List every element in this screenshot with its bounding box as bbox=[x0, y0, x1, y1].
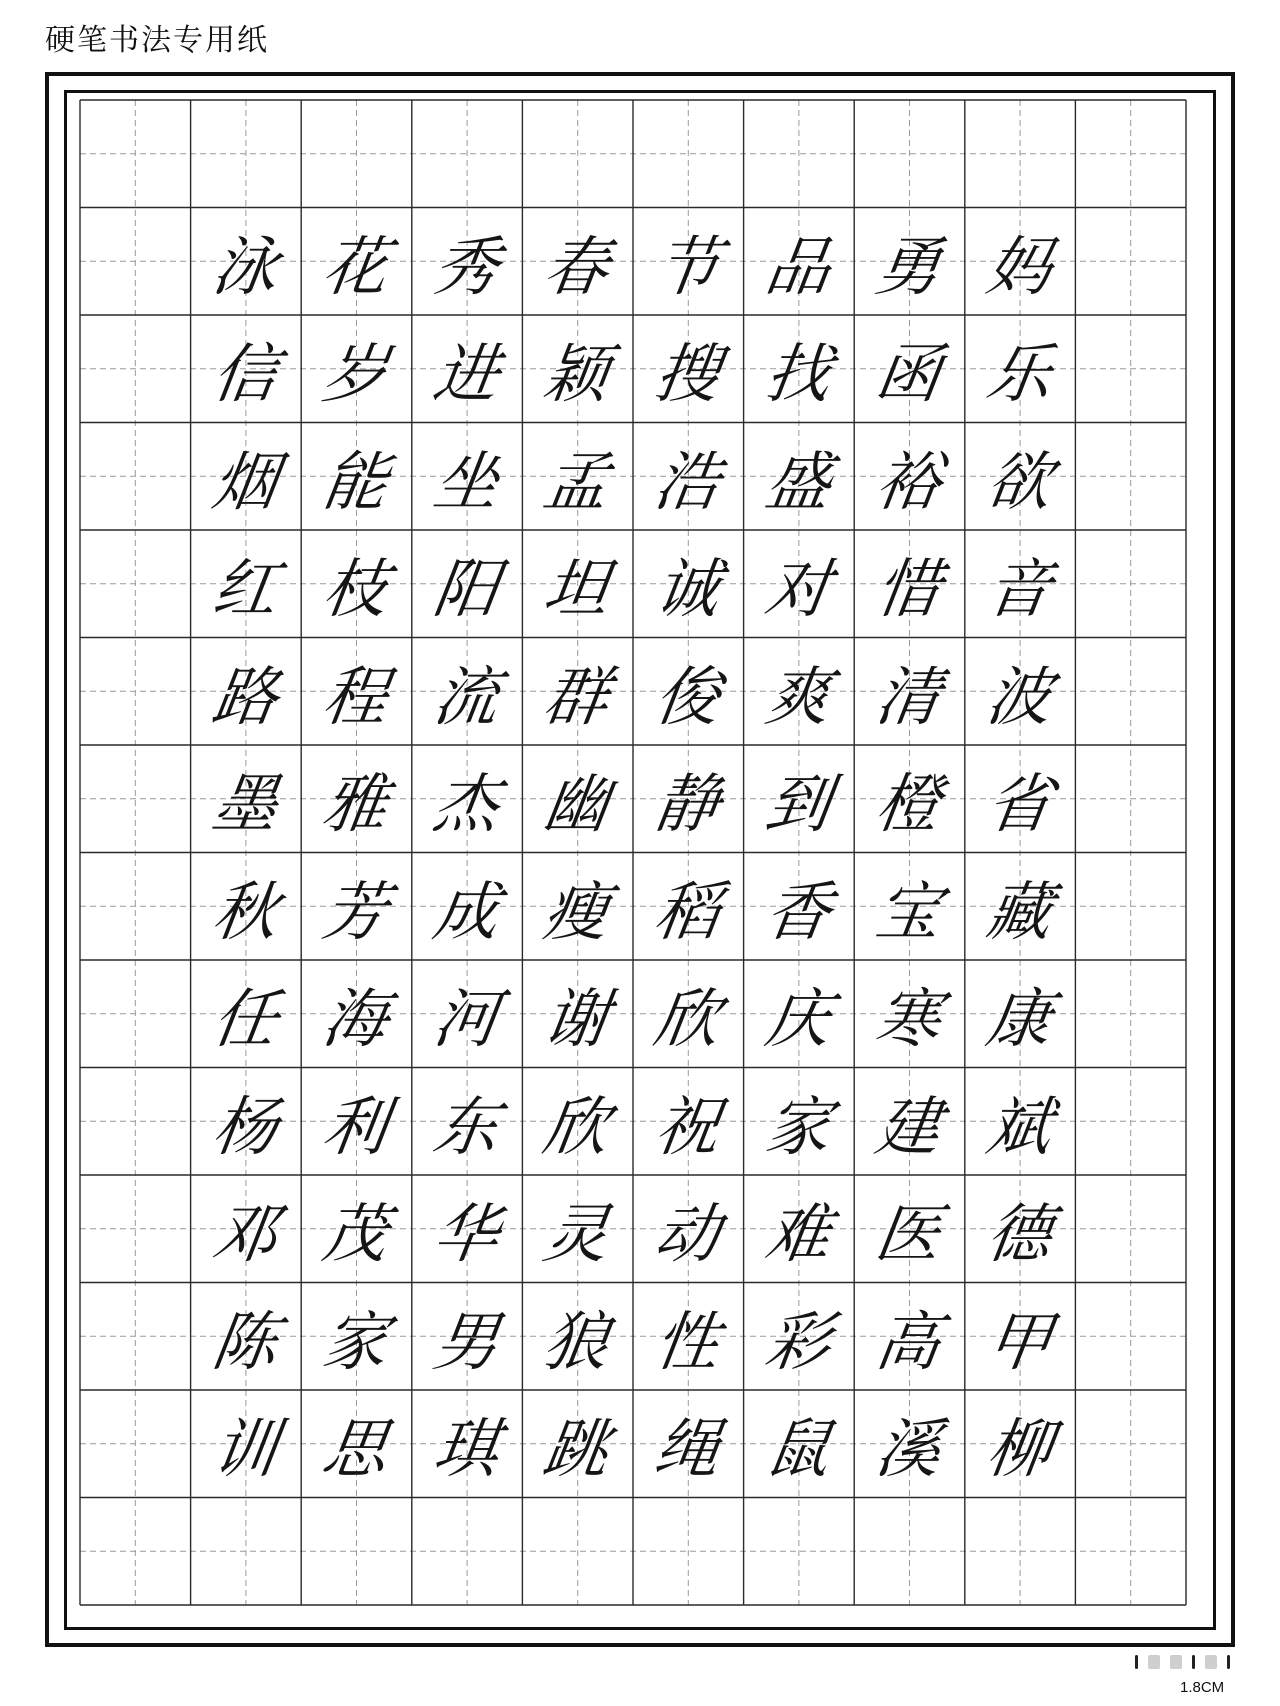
calligraphy-char: 坐 bbox=[428, 445, 504, 520]
calligraphy-char: 坦 bbox=[539, 553, 614, 627]
calligraphy-char: 俊 bbox=[649, 660, 725, 735]
calligraphy-char: 信 bbox=[207, 338, 282, 412]
calligraphy-char: 找 bbox=[760, 338, 835, 412]
calligraphy-char: 谢 bbox=[539, 983, 614, 1057]
calligraphy-char: 清 bbox=[871, 660, 946, 735]
calligraphy-char: 惜 bbox=[871, 553, 946, 627]
calligraphy-char: 勇 bbox=[871, 230, 946, 305]
calligraphy-char: 陈 bbox=[207, 1305, 282, 1380]
calligraphy-char: 秀 bbox=[428, 230, 504, 305]
calligraphy-char: 烟 bbox=[207, 445, 282, 520]
calligraphy-char: 程 bbox=[318, 660, 393, 735]
calligraphy-char: 斌 bbox=[981, 1090, 1057, 1165]
calligraphy-char: 路 bbox=[207, 660, 282, 735]
calligraphy-char: 溪 bbox=[871, 1413, 946, 1487]
calligraphy-char: 乐 bbox=[981, 338, 1057, 412]
calligraphy-char: 红 bbox=[207, 553, 282, 627]
calligraphy-char: 盛 bbox=[760, 445, 835, 520]
calligraphy-char: 成 bbox=[428, 875, 504, 950]
calligraphy-char: 函 bbox=[871, 338, 946, 412]
ruler-tick bbox=[1170, 1655, 1182, 1669]
calligraphy-char: 波 bbox=[981, 660, 1057, 735]
calligraphy-char: 茂 bbox=[318, 1198, 393, 1272]
calligraphy-char: 高 bbox=[871, 1305, 946, 1380]
calligraphy-char: 任 bbox=[207, 983, 282, 1057]
calligraphy-char: 浩 bbox=[649, 445, 725, 520]
calligraphy-char: 柳 bbox=[981, 1413, 1057, 1487]
calligraphy-char: 家 bbox=[318, 1305, 393, 1380]
calligraphy-char: 裕 bbox=[871, 445, 946, 520]
calligraphy-char: 跳 bbox=[539, 1413, 614, 1487]
calligraphy-char: 邓 bbox=[207, 1198, 282, 1272]
calligraphy-char: 庆 bbox=[760, 983, 835, 1057]
ruler-tick bbox=[1205, 1655, 1217, 1669]
calligraphy-char: 杰 bbox=[428, 768, 504, 842]
calligraphy-char: 藏 bbox=[981, 875, 1057, 950]
calligraphy-char: 诚 bbox=[649, 553, 725, 627]
calligraphy-char: 稻 bbox=[649, 875, 725, 950]
calligraphy-char: 泳 bbox=[207, 230, 282, 305]
calligraphy-char: 东 bbox=[428, 1090, 504, 1165]
calligraphy-char: 建 bbox=[871, 1090, 946, 1165]
calligraphy-char: 难 bbox=[760, 1198, 835, 1272]
calligraphy-char: 妈 bbox=[981, 230, 1057, 305]
calligraphy-char: 琪 bbox=[428, 1413, 504, 1487]
calligraphy-char: 芳 bbox=[318, 875, 393, 950]
calligraphy-char: 搜 bbox=[649, 338, 725, 412]
calligraphy-char: 甲 bbox=[981, 1305, 1057, 1380]
ruler-tick bbox=[1227, 1655, 1230, 1669]
calligraphy-char: 瘦 bbox=[539, 875, 614, 950]
calligraphy-char: 群 bbox=[539, 660, 614, 735]
scale-ruler bbox=[1135, 1655, 1245, 1669]
calligraphy-char: 静 bbox=[649, 768, 725, 842]
page-header-title: 硬笔书法专用纸 bbox=[45, 23, 269, 58]
calligraphy-char: 欲 bbox=[981, 445, 1057, 520]
calligraphy-char: 华 bbox=[428, 1198, 504, 1272]
calligraphy-char: 灵 bbox=[539, 1198, 614, 1272]
calligraphy-char: 品 bbox=[760, 230, 835, 305]
calligraphy-char: 香 bbox=[760, 875, 835, 950]
ruler-tick bbox=[1135, 1655, 1138, 1669]
calligraphy-char: 音 bbox=[981, 553, 1057, 627]
calligraphy-char: 鼠 bbox=[760, 1413, 835, 1487]
calligraphy-char: 利 bbox=[318, 1090, 393, 1165]
calligraphy-char: 节 bbox=[649, 230, 725, 305]
calligraphy-char: 家 bbox=[760, 1090, 835, 1165]
calligraphy-char: 康 bbox=[981, 983, 1057, 1057]
calligraphy-char: 到 bbox=[760, 768, 835, 842]
calligraphy-char: 训 bbox=[207, 1413, 282, 1487]
calligraphy-char: 对 bbox=[760, 553, 835, 627]
calligraphy-char: 宝 bbox=[871, 875, 946, 950]
scale-label: 1.8CM bbox=[1180, 1679, 1225, 1696]
calligraphy-char: 寒 bbox=[871, 983, 946, 1057]
calligraphy-char: 能 bbox=[318, 445, 393, 520]
calligraphy-char: 思 bbox=[318, 1413, 393, 1487]
calligraphy-char: 海 bbox=[318, 983, 393, 1057]
calligraphy-char: 秋 bbox=[207, 875, 282, 950]
calligraphy-char: 彩 bbox=[760, 1305, 835, 1380]
calligraphy-char: 医 bbox=[871, 1198, 946, 1272]
calligraphy-char: 墨 bbox=[207, 768, 282, 842]
ruler-tick bbox=[1192, 1655, 1195, 1669]
calligraphy-char: 雅 bbox=[318, 768, 393, 842]
calligraphy-char: 橙 bbox=[871, 768, 946, 842]
calligraphy-char: 孟 bbox=[539, 445, 614, 520]
calligraphy-char: 河 bbox=[428, 983, 504, 1057]
calligraphy-char: 阳 bbox=[428, 553, 504, 627]
calligraphy-char: 欣 bbox=[539, 1090, 614, 1165]
calligraphy-char: 春 bbox=[539, 230, 614, 305]
calligraphy-char: 欣 bbox=[649, 983, 725, 1057]
calligraphy-char: 省 bbox=[981, 768, 1057, 842]
calligraphy-char: 性 bbox=[649, 1305, 725, 1380]
ruler-tick bbox=[1148, 1655, 1160, 1669]
calligraphy-char: 德 bbox=[981, 1198, 1057, 1272]
calligraphy-char: 狼 bbox=[539, 1305, 614, 1380]
calligraphy-char: 祝 bbox=[649, 1090, 725, 1165]
calligraphy-char: 花 bbox=[318, 230, 393, 305]
calligraphy-char: 枝 bbox=[318, 553, 393, 627]
calligraphy-char: 颖 bbox=[539, 338, 614, 412]
calligraphy-char: 爽 bbox=[760, 660, 835, 735]
calligraphy-char: 男 bbox=[428, 1305, 504, 1380]
calligraphy-char: 杨 bbox=[207, 1090, 282, 1165]
calligraphy-char: 流 bbox=[428, 660, 504, 735]
calligraphy-char: 幽 bbox=[539, 768, 614, 842]
calligraphy-char: 岁 bbox=[318, 338, 393, 412]
calligraphy-char: 绳 bbox=[649, 1413, 725, 1487]
calligraphy-char: 进 bbox=[428, 338, 504, 412]
calligraphy-char: 动 bbox=[649, 1198, 725, 1272]
